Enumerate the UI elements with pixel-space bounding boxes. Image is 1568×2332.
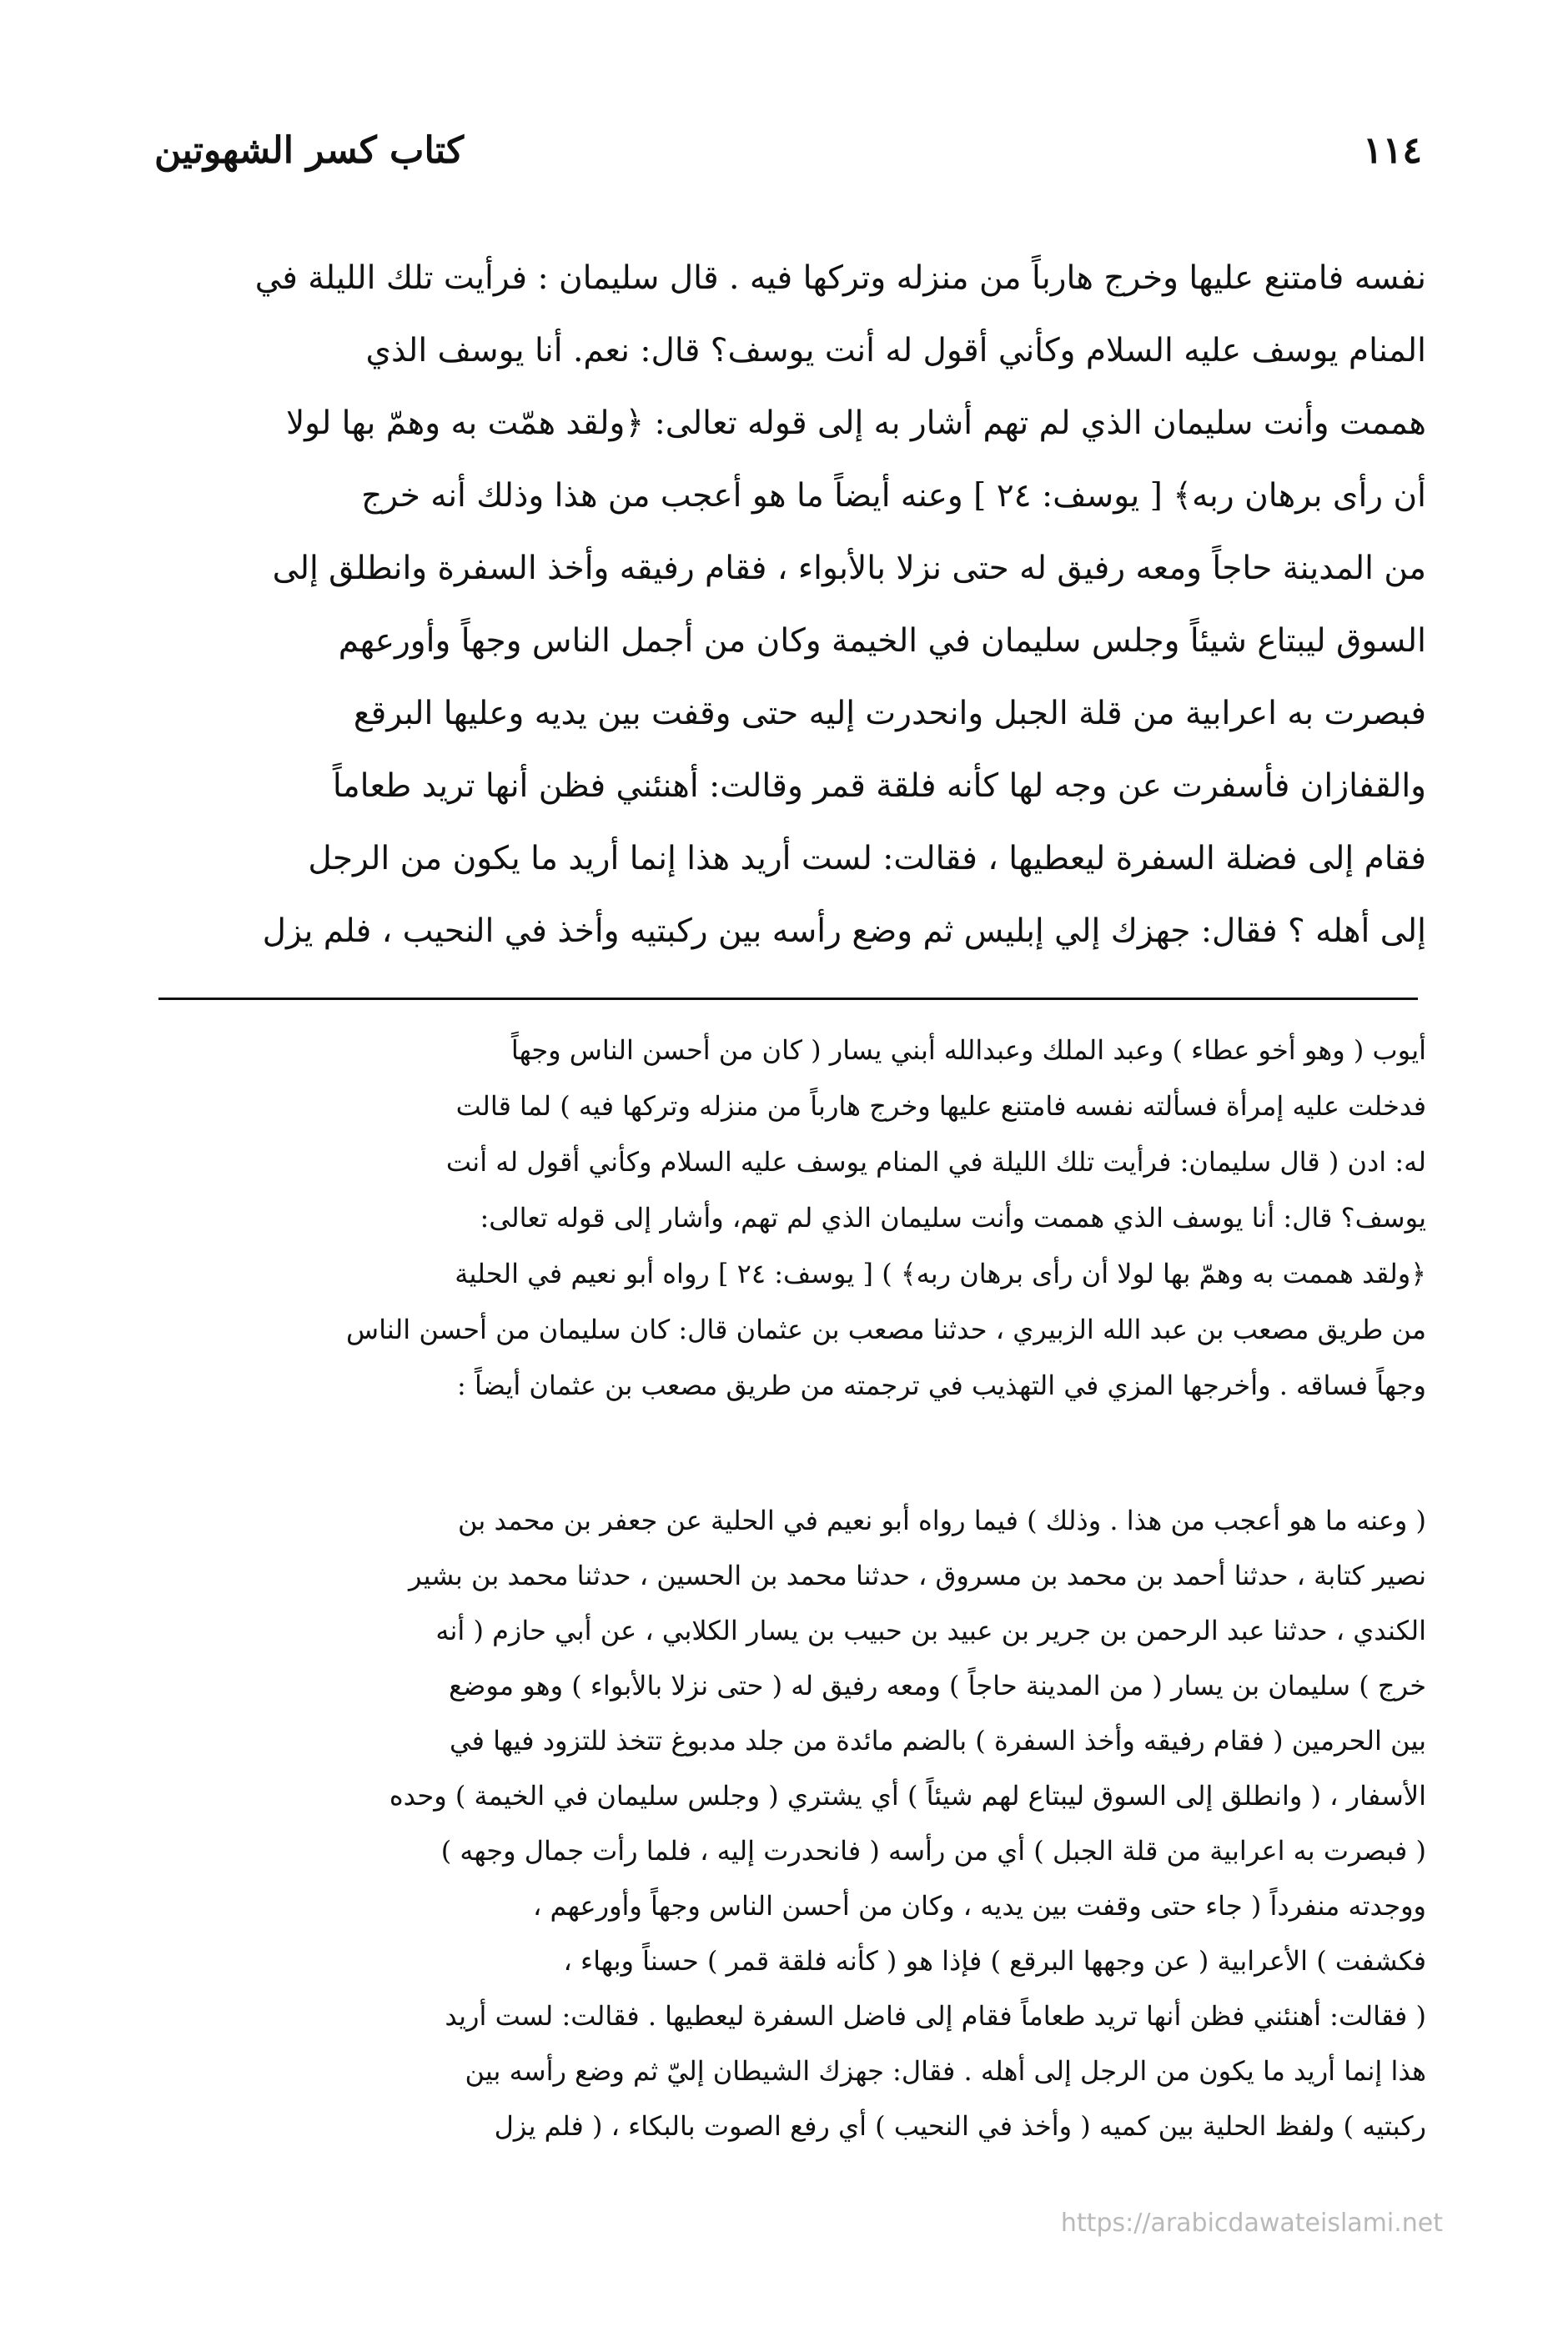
text-line: المنام يوسف عليه السلام وكأني أقول له أنت يوسف؟ قال: نعم. أنا يوسف الذي xyxy=(365,332,1426,369)
footnote-line: ركبتيه ) ولفظ الحلية بين كميه ( وأخذ في النحيب ) أي رفع الصوت بالبكاء ، ( فلم يزل xyxy=(494,2110,1426,2142)
text-line: السوق ليبتاع شيئاً وجلس سليمان في الخيمة وكان من أجمل الناس وجهاً وأورعهم xyxy=(338,622,1426,660)
footnote-block-1 xyxy=(150,1023,1426,1414)
footnote-line: ( وعنه ما هو أعجب من هذا . وذلك ) فيما رواه أبو نعيم في الحلية عن جعفر بن محمد بن xyxy=(458,1505,1426,1536)
footnote-line: يوسف؟ قال: أنا يوسف الذي هممت وأنت سليمان الذي لم تهم، وأشار إلى قوله تعالى: xyxy=(480,1202,1426,1234)
footnote-line: بين الحرمين ( فقام رفيقه وأخذ السفرة ) بالضم مائدة من جلد مدبوغ تتخذ للتزود فيها في xyxy=(449,1725,1426,1757)
main-text xyxy=(150,242,1426,967)
text-line: هممت وأنت سليمان الذي لم تهم أشار به إلى قوله تعالى: ﴿ولقد همّت به وهمّ بها لولا xyxy=(285,405,1426,442)
footnote-line: الكندي ، حدثنا عبد الرحمن بن جرير بن عبيد بن حبيب بن يسار الكلابي ، عن أبي حازم ( أنه xyxy=(435,1615,1426,1646)
footnote-line: خرج ) سليمان بن يسار ( من المدينة حاجاً ) ومعه رفيق له ( حتى نزلا بالأبواء ) وهو موضع xyxy=(449,1670,1426,1701)
footnote-divider xyxy=(158,998,1418,1000)
text-line: من المدينة حاجاً ومعه رفيق له حتى نزلا بالأبواء ، فقام رفيقه وأخذ السفرة وانطلق إلى xyxy=(272,550,1426,587)
footnote-line: فدخلت عليه إمرأة فسألته نفسه فامتنع عليها وخرج هارباً من منزله وتركها فيه ) لما قالت xyxy=(455,1090,1426,1122)
text-line: فبصرت به اعرابية من قلة الجبل وانحدرت إليه حتى وقفت بين يديه وعليها البرقع xyxy=(353,695,1426,732)
footnote-line: ووجدته منفرداً ( جاء حتى وقفت بين يديه ، وكان من أحسن الناس وجهاً وأورعهم ، xyxy=(532,1890,1426,1922)
text-line: نفسه فامتنع عليها وخرج هارباً من منزله وتركها فيه . قال سليمان : فرأيت تلك الليلة في xyxy=(254,259,1426,297)
footnote-block-2 xyxy=(150,1493,1426,2154)
text-line: والقفازان فأسفرت عن وجه لها كأنه فلقة قمر وقالت: أهنئني فظن أنها تريد طعاماً xyxy=(332,767,1426,805)
footnote-line: الأسفار ، ( وانطلق إلى السوق ليبتاع لهم شيئاً ) أي يشتري ( وجلس سليمان في الخيمة ) وحده xyxy=(389,1780,1426,1812)
book-title: كتاب كسر الشهوتين xyxy=(154,128,465,172)
footnote-line: من طريق مصعب بن عبد الله الزبيري ، حدثنا مصعب بن عثمان قال: كان سليمان من أحسن الناس xyxy=(346,1314,1426,1345)
text-line: أن رأى برهان ربه﴾ [ يوسف: ٢٤ ] وعنه أيضاً ما هو أعجب من هذا وذلك أنه خرج xyxy=(361,477,1426,515)
footnote-line: له: ادن ( قال سليمان: فرأيت تلك الليلة في المنام يوسف عليه السلام وكأني أقول له أنت xyxy=(445,1146,1426,1178)
footnote-line: هذا إنما أريد ما يكون من الرجل إلى أهله . فقال: جهزك الشيطان إليّ ثم وضع رأسه بين xyxy=(465,2055,1426,2087)
footnote-line: فكشفت ) الأعرابية ( عن وجهها البرقع ) فإذا هو ( كأنه فلقة قمر ) حسناً وبهاء ، xyxy=(563,1945,1426,1977)
footnote-line: نصير كتابة ، حدثنا أحمد بن محمد بن مسروق ، حدثنا محمد بن الحسين ، حدثنا محمد بن بشير xyxy=(409,1560,1426,1591)
footnote-line: وجهاً فساقه . وأخرجها المزي في التهذيب في ترجمته من طريق مصعب بن عثمان أيضاً : xyxy=(456,1370,1426,1401)
footnote-line: ( فقالت: أهنئني فظن أنها تريد طعاماً فقام إلى فاضل السفرة ليعطيها . فقالت: لست أريد xyxy=(445,2000,1426,2032)
footnote-line: ﴿ولقد هممت به وهمّ بها لولا أن رأى برهان ربه﴾ ) [ يوسف: ٢٤ ] رواه أبو نعيم في الحلية xyxy=(455,1258,1426,1289)
text-line: إلى أهله ؟ فقال: جهزك إلي إبليس ثم وضع رأسه بين ركبتيه وأخذ في النحيب ، فلم يزل xyxy=(262,912,1426,950)
footnote-line: أيوب ( وهو أخو عطاء ) وعبد الملك وعبدالله أبني يسار ( كان من أحسن الناس وجهاً xyxy=(510,1034,1426,1066)
page-header xyxy=(154,117,1422,183)
text-line: فقام إلى فضلة السفرة ليعطيها ، فقالت: لست أريد هذا إنما أريد ما يكون من الرجل xyxy=(308,840,1426,877)
watermark-url: https://arabicdawateislami.net xyxy=(1060,2209,1443,2238)
page-number: ١١٤ xyxy=(1363,128,1422,172)
footnote-line: ( فبصرت به اعرابية من قلة الجبل ) أي من رأسه ( فانحدرت إليه ، فلما رأت جمال وجهه ) xyxy=(440,1835,1426,1867)
